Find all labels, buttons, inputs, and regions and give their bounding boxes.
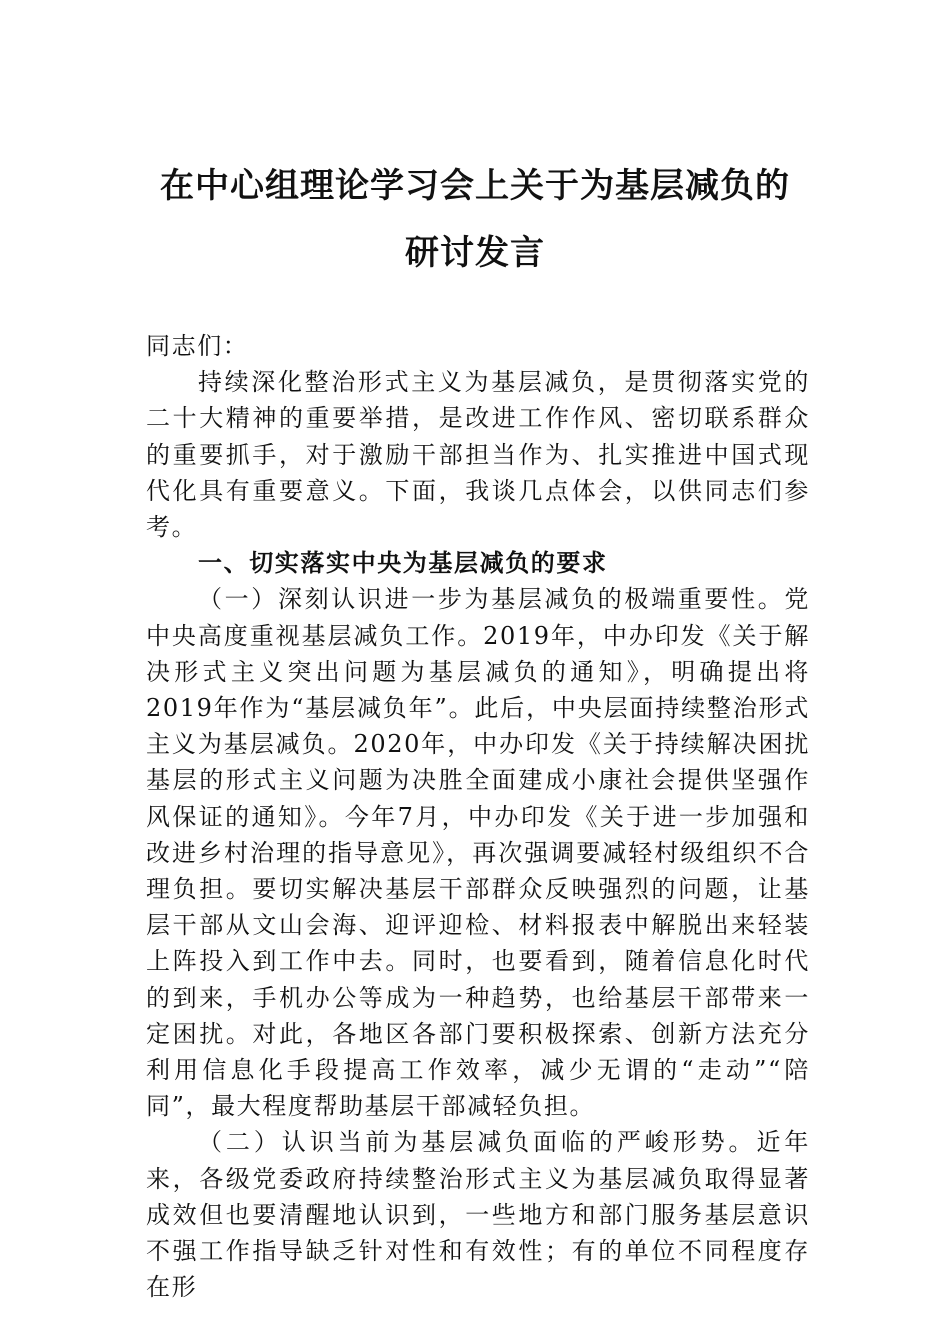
paragraph-2-lead: （二）认识当前为基层减负面临的严峻形势。 [198, 1128, 757, 1157]
paragraph-1-body: 党中央高度重视基层减负工作。2019年，中办印发《关于解决形式主义突出问题为基层减负的通知》，明确提出将2019年作为“基层减负年”。此后，中央层面持续整治形式主义为基层减负。2020年，中办印发《关于持续解决困扰基层的形式主义问题为决胜全面建成小康社会提供坚强作风保证的通知》。今年7月，中办印发《关于进一步加强和改进乡村治理的指导意见》，再次强调要减轻村级组织不合理负担。要切实解决基层干部群众反映强烈的问题，让基层干部从文山会海、迎评迎检、材料报表中解脱出来轻装上阵投入到工作中去。同时，也要看到，随着信息化时代的到来，手机办公等成为一种趋势，也给基层干部带来一定困扰。对此，各地区各部门要积极探索、创新方法充分利用信息化手段提高工作效率，减少无谓的“走动”“陪同”，最大程度帮助基层干部减轻负担。 [146, 585, 810, 1121]
salutation: 同志们： [146, 332, 249, 360]
document-body [146, 328, 810, 1305]
paragraph-1 [146, 581, 810, 1124]
paragraph-1-lead: （一）深刻认识进一步为基层减负的极端重要性。 [198, 585, 785, 614]
document-title-line-2: 研讨发言 [405, 233, 545, 273]
paragraph-2 [146, 1124, 810, 1305]
paragraph-2-body: 近年来，各级党委政府持续整治形式主义为基层减负取得显著成效但也要清醒地认识到，一些地方和部门服务基层意识不强工作指导缺乏针对性和有效性；有的单位不同程度存在形 [146, 1128, 811, 1302]
intro-paragraph: 持续深化整治形式主义为基层减负，是贯彻落实党的二十大精神的重要举措，是改进工作作风、密切联系群众的重要抓手，对于激励干部担当作为、扎实推进中国式现代化具有重要意义。下面，我谈几点体会，以供同志们参考。 [146, 368, 810, 542]
document-title-line-1: 在中心组理论学习会上关于为基层减负的 [160, 166, 790, 206]
section-heading-1: 一、切实落实中央为基层减负的要求 [198, 549, 608, 578]
